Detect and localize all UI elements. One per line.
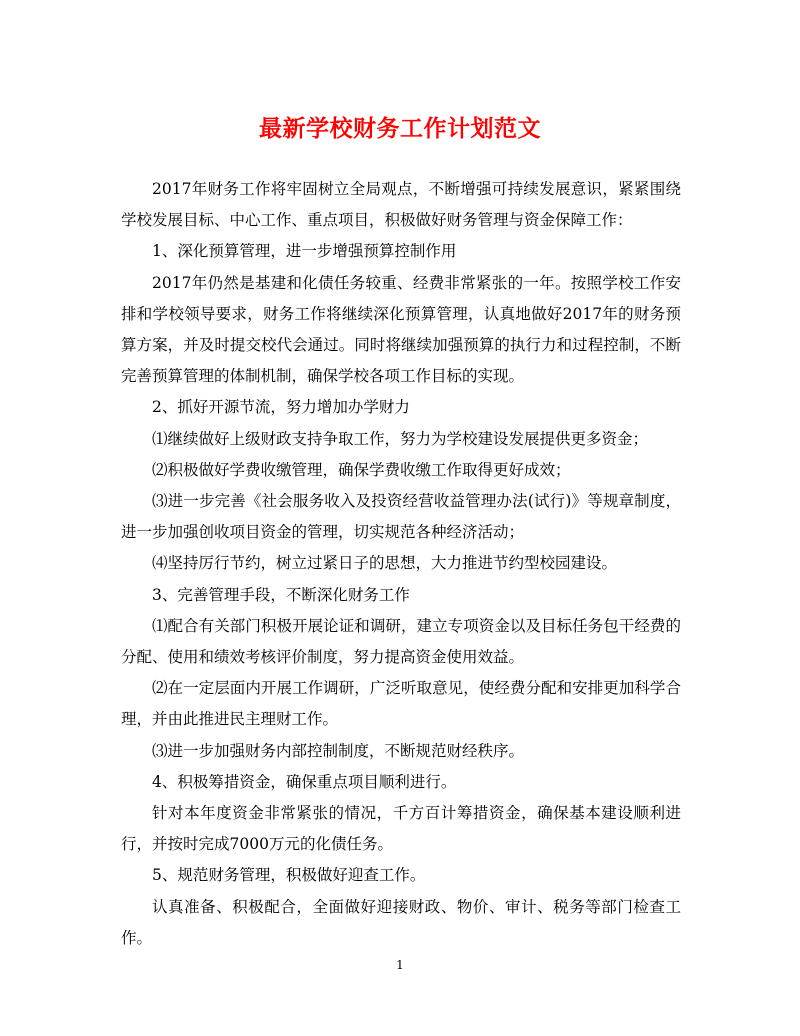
section-heading-3: 3、完善管理手段，不断深化财务工作	[152, 585, 410, 604]
section-heading-2: 2、抓好开源节流，努力增加办学财力	[152, 398, 410, 417]
paragraph-budget: 2017年仍然是基建和化债任务较重、经费非常紧张的一年。按照学校工作安排和学校领导要求，财务工作将继续深化预算管理，认真地做好2017年的财务预算方案，并及时提交校代会通过。同时将继续加强预算的执行力和过程控制，不断完善预算管理的体制机制，确保学校各项工作目标的实现。	[121, 273, 681, 386]
list-item-2-1: ⑴继续做好上级财政支持争取工作，努力为学校建设发展提供更多资金；	[152, 429, 649, 448]
list-item-3-1: ⑴配合有关部门积极开展论证和调研，建立专项资金以及目标任务包干经费的分配、使用和绩效考核评价制度，努力提高资金使用效益。	[121, 616, 681, 667]
section-heading-1: 1、深化预算管理，进一步增强预算控制作用	[152, 242, 457, 261]
list-item-2-3: ⑶进一步完善《社会服务收入及投资经营收益管理办法(试行)》等规章制度，进一步加强创收项目资金的管理，切实规范各种经济活动；	[121, 492, 681, 542]
list-item-3-3: ⑶进一步加强财务内部控制制度，不断规范财经秩序。	[152, 741, 525, 760]
list-item-2-4: ⑷坚持厉行节约，树立过紧日子的思想，大力推进节约型校园建设。	[152, 554, 618, 573]
page-number: 1	[396, 958, 404, 972]
document-title: 最新学校财务工作计划范文	[259, 115, 541, 142]
paragraph-funding: 针对本年度资金非常紧张的情况，千方百计筹措资金，确保基本建设顺利进行，并按时完成7000万元的化债任务。	[121, 804, 681, 854]
paragraph-intro: 2017年财务工作将牢固树立全局观点，不断增强可持续发展意识，紧紧围绕学校发展目标、中心工作、重点项目，积极做好财务管理与资金保障工作：	[121, 180, 681, 230]
section-heading-5: 5、规范财务管理，积极做好迎查工作。	[152, 866, 426, 885]
list-item-2-2: ⑵积极做好学费收缴管理，确保学费收缴工作取得更好成效；	[152, 460, 571, 479]
document-body	[121, 174, 681, 954]
list-item-3-2: ⑵在一定层面内开展工作调研，广泛听取意见，使经费分配和安排更加科学合理，并由此推进民主理财工作。	[121, 679, 681, 729]
section-heading-4: 4、积极筹措资金，确保重点项目顺利进行。	[152, 772, 457, 791]
paragraph-inspection: 认真准备、积极配合，全面做好迎接财政、物价、审计、税务等部门检查工作。	[121, 897, 681, 947]
